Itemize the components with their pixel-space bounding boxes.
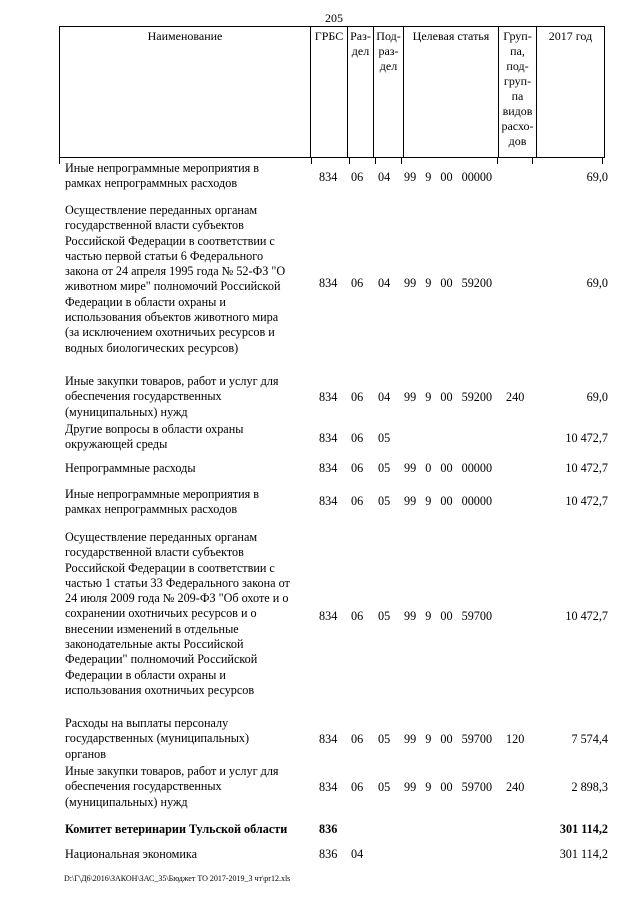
row-razdel: 06 [351,170,364,184]
row-podrazdel: 05 [378,494,391,508]
grid-line [497,158,498,164]
row-grbs: 836 [319,822,338,836]
row-amount: 10 472,7 [565,431,608,445]
row-razdel: 06 [351,494,364,508]
header-group: Груп- па, под- груп- па видов расхо- дов [499,27,537,158]
row-name: Иные закупки товаров, работ и услуг для обеспечения государственных (муниципальных) нужд [65,374,279,419]
header-target: Целевая статья [404,27,499,158]
row-name: Комитет ветеринарии Тульской области [65,822,288,836]
row-grbs: 834 [319,276,338,290]
row-amount: 10 472,7 [565,461,608,475]
row-razdel: 06 [351,431,364,445]
row-podrazdel: 05 [378,732,391,746]
row-razdel: 06 [351,732,364,746]
row-target: 99 9 00 59700 [404,732,493,746]
header-grbs: ГРБС [311,27,348,158]
row-razdel: 06 [351,390,364,404]
row-amount: 301 114,2 [559,847,608,861]
row-razdel: 04 [351,847,364,861]
row-amount: 301 114,2 [559,822,608,836]
row-name: Иные непрограммные мероприятия в рамках непрограммных расходов [65,487,260,517]
row-target: 99 9 00 00000 [404,494,493,508]
row-name: Расходы на выплаты персоналу государственных (муниципальных) органов [65,716,250,761]
row-target: 99 9 00 59700 [404,609,493,623]
grid-line [349,158,350,164]
grid-line [532,158,533,164]
grid-line [375,158,376,164]
header-name: Наименование [60,27,311,158]
row-grbs: 834 [319,390,338,404]
row-amount: 7 574,4 [571,732,608,746]
row-name: Иные непрограммные мероприятия в рамках непрограммных расходов [65,161,260,191]
row-grbs: 834 [319,609,338,623]
row-podrazdel: 05 [378,609,391,623]
row-razdel: 06 [351,461,364,475]
file-path-footer: D:\Г\Д6\2016\ЗАКОН\ЗАС_35\Бюджет ТО 2017-2019_3 чт\pr12.xls [64,874,291,883]
row-amount: 2 898,3 [571,780,608,794]
table-header [59,26,605,158]
row-name: Осуществление переданных органам государственной власти субъектов Российской Федерации в соответствии с частью первой статьи 6 Федерального закона от 24 апреля 1995 года № 52-ФЗ "О животном мире" полномочий Российской Федерации в области охраны и использования объектов животного мира (за исключением охотничьих ресурсов и водных биологических ресурсов) [65,203,286,355]
row-grbs: 836 [319,847,338,861]
row-grbs: 834 [319,431,338,445]
row-group: 240 [506,780,525,794]
row-name: Другие вопросы в области охраны окружающей среды [65,422,244,452]
grid-line [602,158,603,164]
row-target: 99 0 00 00000 [404,461,493,475]
grid-line [59,158,60,164]
row-amount: 69,0 [586,170,608,184]
grid-line [311,158,312,164]
page-number: 205 [325,11,343,25]
row-group: 120 [506,732,525,746]
row-target: 99 9 00 59200 [404,390,493,404]
row-podrazdel: 04 [378,170,391,184]
row-amount: 69,0 [586,276,608,290]
row-amount: 69,0 [586,390,608,404]
row-podrazdel: 04 [378,276,391,290]
row-grbs: 834 [319,494,338,508]
row-podrazdel: 04 [378,390,391,404]
row-podrazdel: 05 [378,431,391,445]
row-name: Непрограммные расходы [65,461,196,475]
row-podrazdel: 05 [378,780,391,794]
row-target: 99 9 00 00000 [404,170,493,184]
grid-line [401,158,402,164]
row-name: Иные закупки товаров, работ и услуг для обеспечения государственных (муниципальных) нужд [65,764,279,809]
row-amount: 10 472,7 [565,609,608,623]
row-grbs: 834 [319,461,338,475]
row-podrazdel: 05 [378,461,391,475]
row-group: 240 [506,390,525,404]
row-razdel: 06 [351,276,364,290]
row-razdel: 06 [351,780,364,794]
row-name: Национальная экономика [65,847,198,861]
header-podrazdel: Под- раз- дел [374,27,404,158]
row-grbs: 834 [319,170,338,184]
row-grbs: 834 [319,732,338,746]
header-razdel: Раз- дел [348,27,374,158]
row-name: Осуществление переданных органам государственной власти субъектов Российской Федерации в соответствии с частью 1 статьи 33 Федерального закона от 24 июля 2009 года № 209-ФЗ "Об охоте и о сохранении охотничьих ресурсов и о внесении изменений в отдельные законодательные акты Российской Федерации" полномочий Российской Федерации в области охраны и использования охотничьих ресурсов [65,530,290,697]
header-year: 2017 год [537,27,605,158]
row-razdel: 06 [351,609,364,623]
row-grbs: 834 [319,780,338,794]
row-target: 99 9 00 59700 [404,780,493,794]
row-target: 99 9 00 59200 [404,276,493,290]
row-amount: 10 472,7 [565,494,608,508]
